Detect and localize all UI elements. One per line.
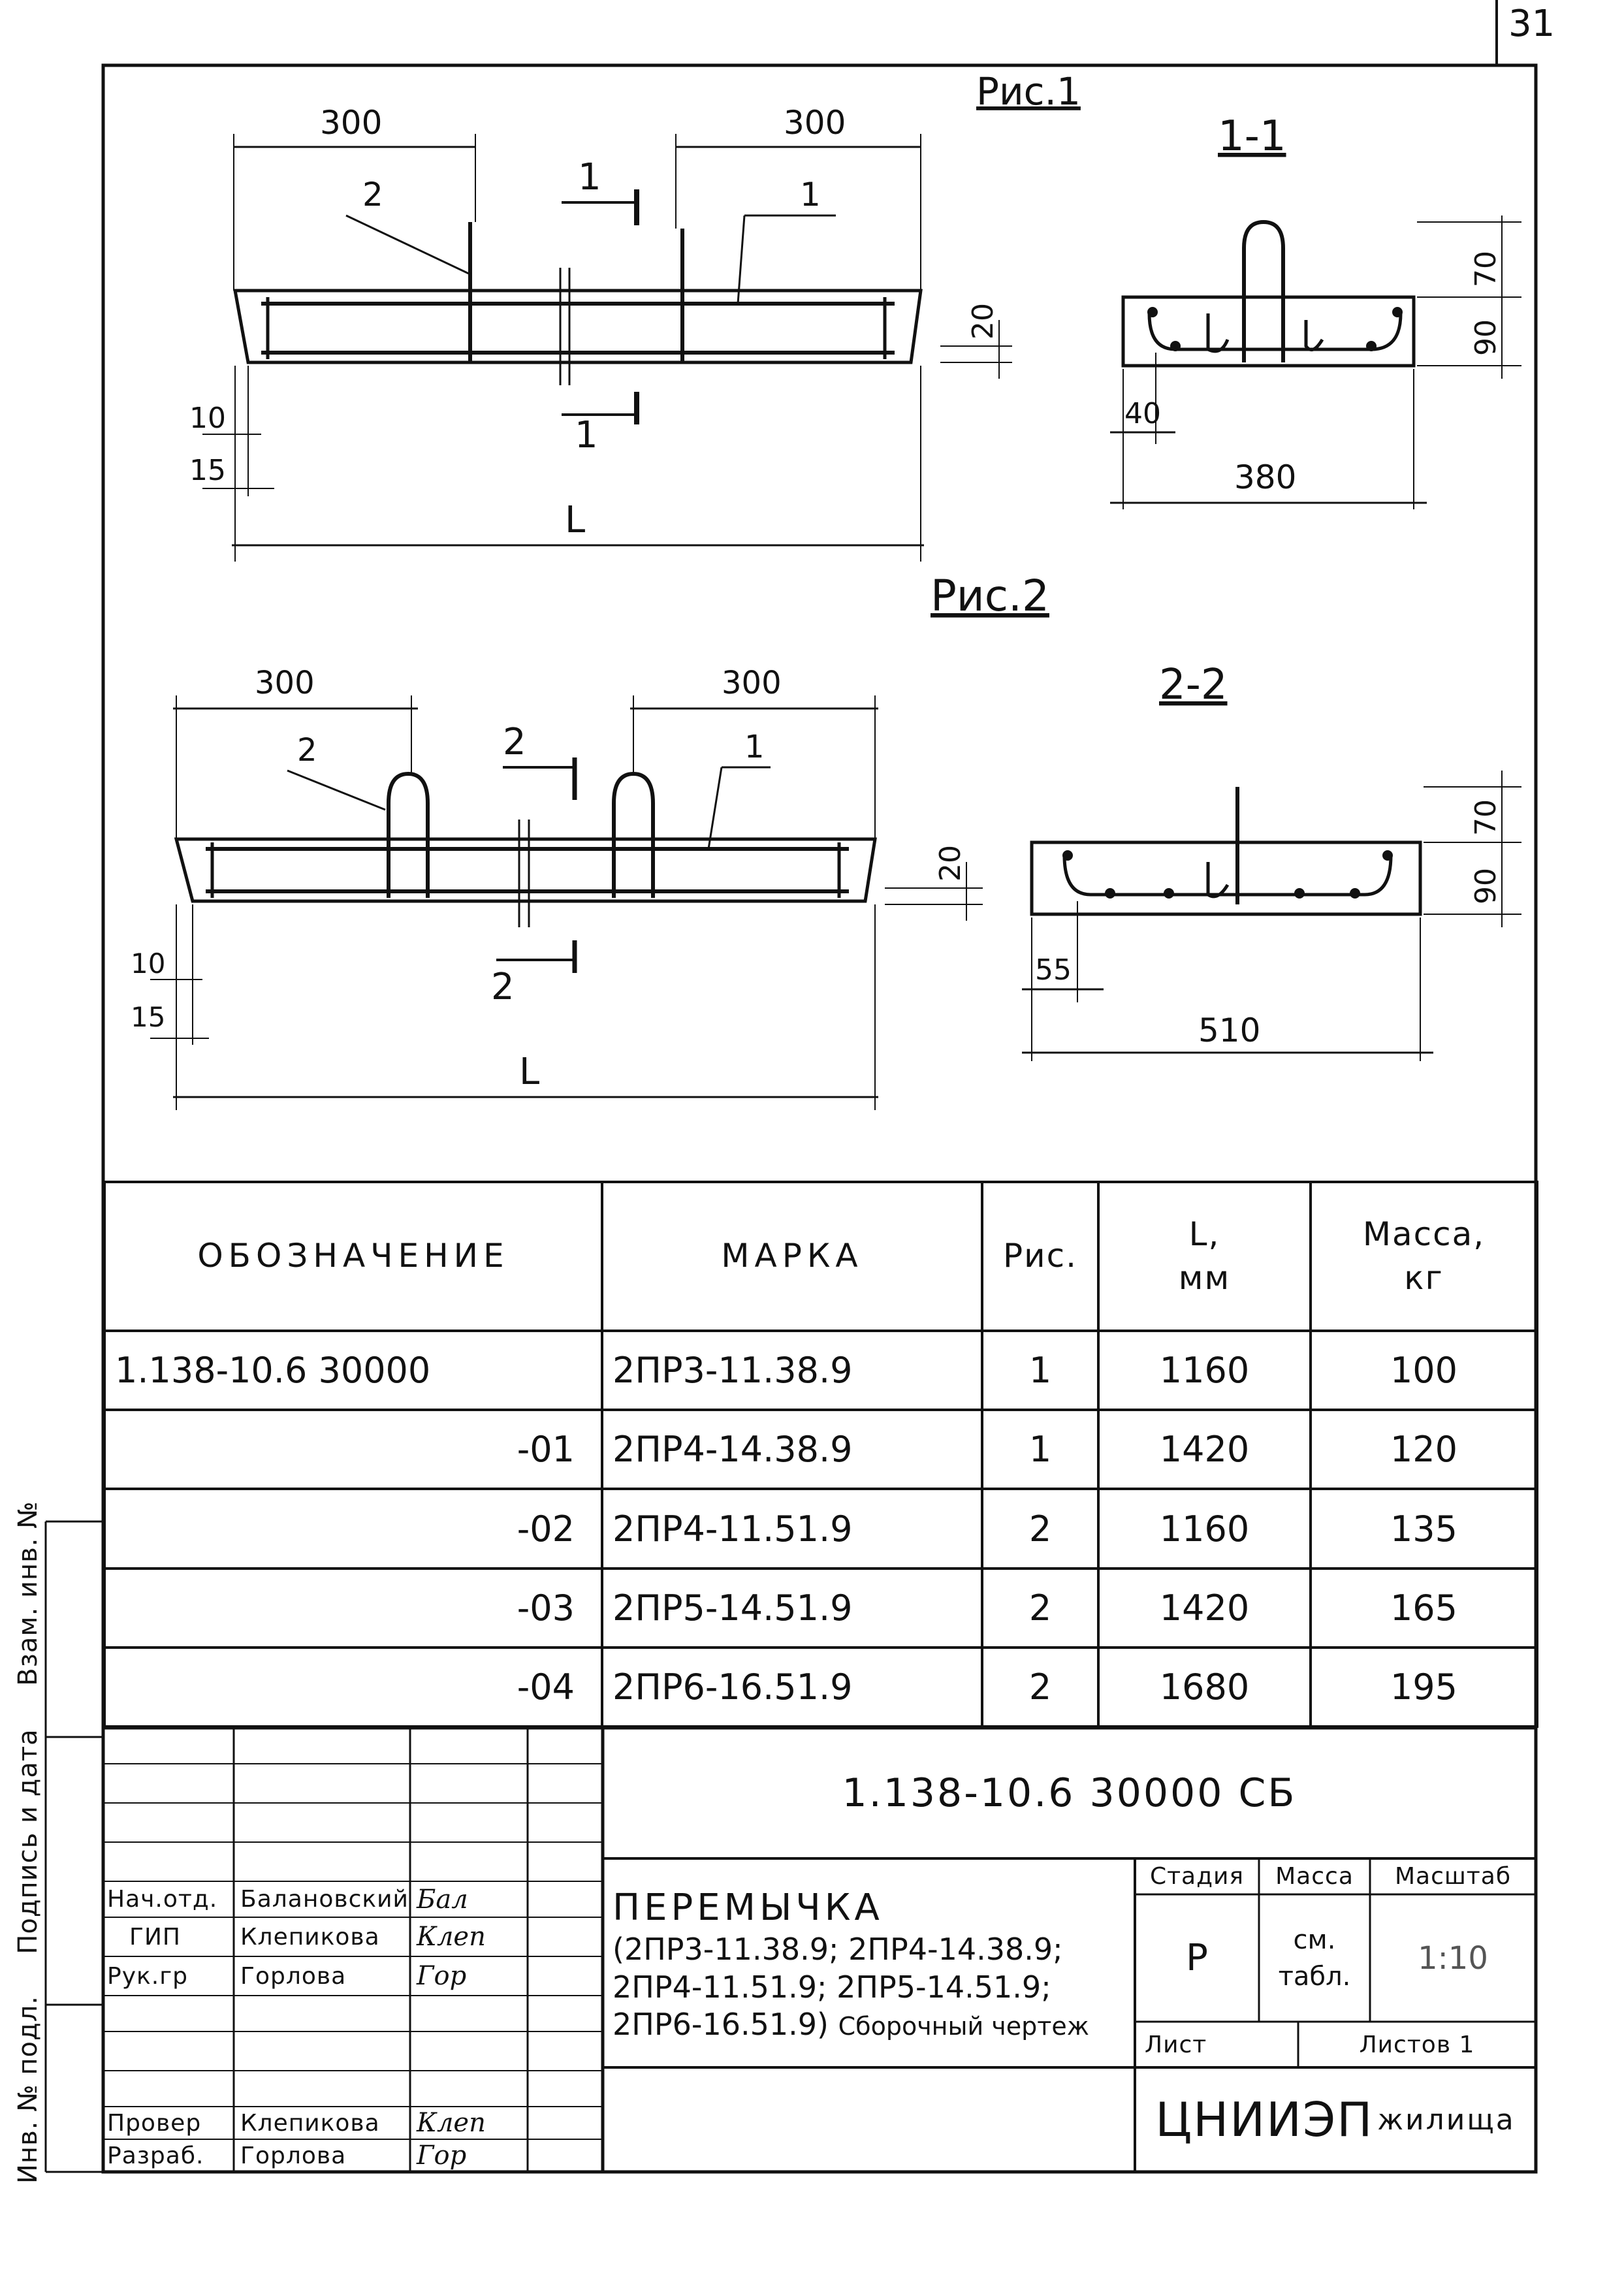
fig1-section-dim-40: 40 — [1124, 397, 1161, 430]
mass-value-line1: см. — [1293, 1924, 1336, 1955]
organization-main: ЦНИИЭП — [1155, 2092, 1374, 2147]
cell-mark: 2ПР4-11.51.9 — [602, 1489, 982, 1568]
staff-name: Клепикова — [240, 1923, 380, 1951]
fig2-dim-left-top: 300 — [255, 665, 315, 701]
mass-value — [1259, 1894, 1370, 2022]
header-length — [1098, 1182, 1311, 1331]
cell-fig: 1 — [982, 1410, 1098, 1489]
fig1-title: Рис.1 — [976, 69, 1081, 114]
cell-designation: -03 — [104, 1569, 602, 1648]
cell-mass: 135 — [1311, 1489, 1537, 1568]
fig1-section-dim-380: 380 — [1234, 458, 1297, 496]
fig2-dim-L: L — [519, 1051, 540, 1093]
fig1-cut-bottom: 1 — [575, 414, 598, 456]
staff-role: Разраб. — [107, 2142, 204, 2169]
cell-length: 1160 — [1098, 1331, 1311, 1410]
fig2-leader-2: 2 — [297, 732, 317, 769]
table-row — [104, 1410, 1537, 1489]
fig1-section-title: 1-1 — [1218, 112, 1286, 161]
table-row — [104, 1648, 1537, 1727]
product-variants-line2: 2ПР4-11.51.9; 2ПР5-14.51.9; — [613, 1969, 1051, 2005]
figure-2 — [131, 571, 1521, 1110]
header-fig: Рис. — [982, 1182, 1098, 1331]
header-mass — [1311, 1182, 1537, 1331]
stage-label: Стадия — [1149, 1863, 1245, 1890]
cell-mark: 2ПР3-11.38.9 — [602, 1331, 982, 1410]
cell-mark: 2ПР5-14.51.9 — [602, 1569, 982, 1648]
title-block — [103, 1728, 1536, 2172]
fig1-dim-L: L — [565, 499, 586, 541]
binding-inventory-number: Инв. № подл. — [13, 1996, 43, 2184]
mass-value-line2: табл. — [1278, 1961, 1351, 1992]
fig1-dim-left-top: 300 — [320, 104, 383, 142]
sheet-label: Лист — [1145, 2031, 1207, 2058]
staff-role: Нач.отд. — [107, 1886, 218, 1913]
cell-length: 1680 — [1098, 1648, 1311, 1727]
fig2-section-dim-70: 70 — [1469, 799, 1503, 836]
fig2-dim-20: 20 — [934, 845, 967, 882]
cell-mark: 2ПР4-14.38.9 — [602, 1410, 982, 1489]
staff-signature: Гор — [417, 1961, 467, 1991]
fig2-section-dim-55: 55 — [1035, 953, 1072, 987]
product-variants-line1: (2ПР3-11.38.9; 2ПР4-14.38.9; — [613, 1932, 1063, 1967]
staff-role: Рук.гр — [107, 1962, 188, 1990]
fig2-cut-top: 2 — [503, 721, 526, 763]
fig2-section-dim-510: 510 — [1198, 1012, 1261, 1049]
cell-mass: 195 — [1311, 1648, 1537, 1727]
fig1-leader-1: 1 — [800, 176, 821, 214]
staff-signature: Клеп — [417, 2108, 486, 2138]
binding-replacement-inventory: Взам. инв. № — [13, 1501, 43, 1686]
staff-signature: Бал — [417, 1884, 468, 1915]
fig1-dim-20: 20 — [966, 303, 1000, 340]
cell-fig: 2 — [982, 1489, 1098, 1568]
fig1-cut-top: 1 — [578, 156, 601, 199]
cell-length: 1420 — [1098, 1569, 1311, 1648]
binding-signature-date: Подпись и дата — [13, 1728, 43, 1954]
cell-designation: -04 — [104, 1648, 602, 1727]
cell-designation: 1.138-10.6 30000 — [104, 1331, 602, 1410]
cell-fig: 2 — [982, 1569, 1098, 1648]
fig1-dim-15: 15 — [189, 454, 226, 487]
cell-fig: 1 — [982, 1331, 1098, 1410]
sheets-label: Листов 1 — [1359, 2031, 1475, 2058]
header-mass-label: Масса, — [1362, 1215, 1486, 1253]
fig1-section-dim-90: 90 — [1469, 319, 1503, 356]
header-length-unit: мм — [1178, 1259, 1231, 1298]
fig2-dim-right-top: 300 — [722, 665, 782, 701]
product-name: ПЕРЕМЫЧКА — [613, 1887, 884, 1930]
fig1-section-dim-70: 70 — [1469, 251, 1503, 287]
scale-label: Масштаб — [1394, 1863, 1512, 1890]
staff-role: ГИП — [129, 1923, 181, 1951]
cell-mass: 165 — [1311, 1569, 1537, 1648]
table-row — [104, 1569, 1537, 1648]
fig2-leader-1: 1 — [744, 729, 765, 765]
organization-name — [1135, 2067, 1536, 2172]
scale-value: 1:10 — [1418, 1939, 1488, 1977]
fig2-dim-10: 10 — [131, 948, 166, 980]
header-designation: ОБОЗНАЧЕНИЕ — [104, 1182, 602, 1331]
fig1-dim-right-top: 300 — [784, 104, 846, 142]
table-header-row — [104, 1182, 1537, 1331]
cell-mark: 2ПР6-16.51.9 — [602, 1648, 982, 1727]
staff-name: Балановский — [240, 1886, 409, 1913]
organization-suffix: жилища — [1377, 2103, 1516, 2137]
cell-length: 1160 — [1098, 1489, 1311, 1568]
staff-signature: Клеп — [417, 1922, 486, 1952]
staff-signature: Гор — [417, 2141, 467, 2171]
table-row — [104, 1331, 1537, 1410]
cell-fig: 2 — [982, 1648, 1098, 1727]
staff-name: Клепикова — [240, 2109, 380, 2137]
header-mass-unit: кг — [1404, 1259, 1444, 1298]
header-length-label: L, — [1188, 1215, 1220, 1253]
cell-mass: 120 — [1311, 1410, 1537, 1489]
cell-length: 1420 — [1098, 1410, 1311, 1489]
staff-role: Провер — [107, 2109, 202, 2137]
staff-name: Горлова — [240, 2142, 347, 2169]
table-row — [104, 1489, 1537, 1568]
mass-label: Масса — [1275, 1863, 1354, 1890]
fig2-section-dim-90: 90 — [1469, 868, 1503, 904]
fig1-dim-10: 10 — [189, 402, 226, 435]
cell-mass: 100 — [1311, 1331, 1537, 1410]
page-number: 31 — [1508, 3, 1555, 45]
product-title — [613, 1862, 1135, 2067]
fig2-cut-bottom: 2 — [491, 966, 515, 1008]
cell-designation: -01 — [104, 1410, 602, 1489]
fig1-leader-2: 2 — [362, 176, 383, 214]
cell-designation: -02 — [104, 1489, 602, 1568]
fig2-dim-15: 15 — [131, 1001, 166, 1033]
stage-value: Р — [1186, 1937, 1208, 1979]
figure-1 — [189, 69, 1521, 562]
fig2-title: Рис.2 — [931, 571, 1049, 621]
document-code: 1.138-10.6 30000 СБ — [842, 1770, 1297, 1816]
product-variants-line3: 2ПР6-16.51.9) — [613, 2007, 829, 2043]
binding-stamp — [5, 1482, 51, 2201]
specification-table — [103, 1181, 1538, 1728]
staff-name: Горлова — [240, 1962, 347, 1990]
header-mark: МАРКА — [602, 1182, 982, 1331]
fig2-section-title: 2-2 — [1159, 661, 1228, 709]
document-type: Сборочный чертеж — [838, 2012, 1089, 2041]
